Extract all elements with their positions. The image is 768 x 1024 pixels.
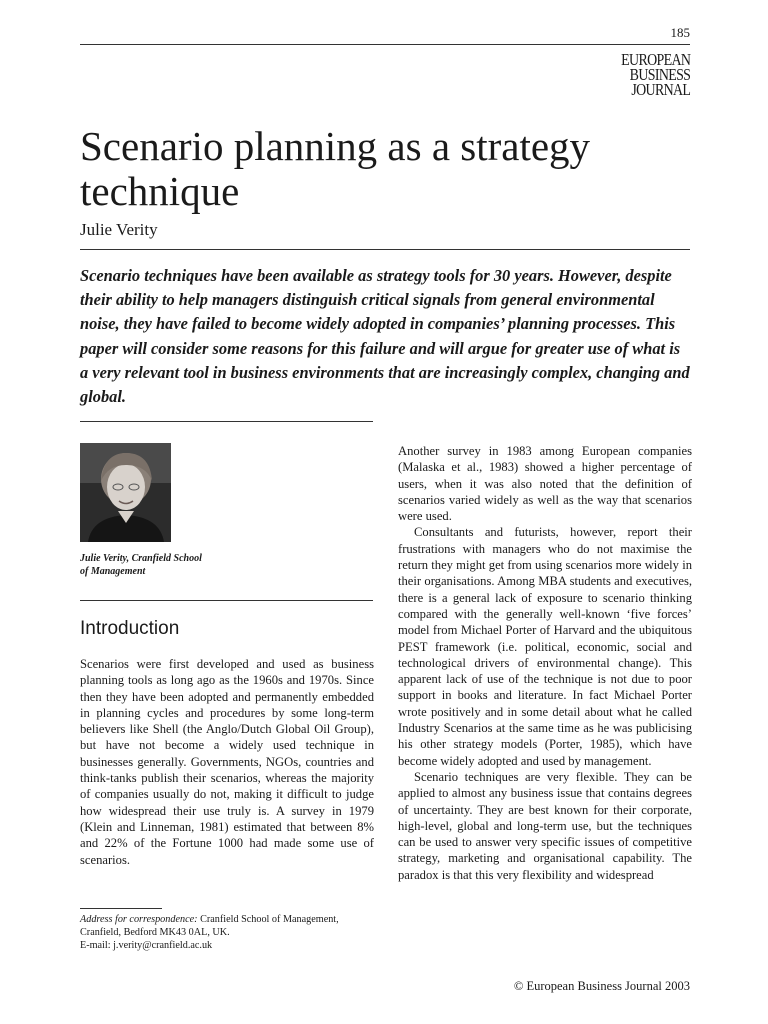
author-photo (80, 443, 171, 542)
body-paragraph: Scenario techniques are very flexible. They can be applied to almost any business issue that contains degrees of uncertainty. They are best known for their corporate, high-level, global and long-term use, but the techniques can be used to answer very specific issues of competitive strategy, marketing and organisational capability. The paradox is that this very flexibility and widespread (398, 769, 692, 882)
footnote-address: Cranfield School of Management, Cranfield, Bedford MK43 0AL, UK. (80, 914, 339, 938)
section-heading: Introduction (80, 618, 180, 639)
section-rule (80, 600, 373, 601)
title-rule (80, 249, 690, 250)
journal-logo-line: EUROPEAN (620, 50, 690, 69)
body-column-right (398, 443, 692, 883)
body-paragraph: Consultants and futurists, however, report their frustrations with managers who do not maximise the return they might get from using scenarios more widely in their organisations. Among MBA students and executives, there is a general lack of exposure to scenario thinking compared with the generally well-known ‘five forces’ model from Michael Porter of Harvard and the ubiquitous PEST framework (i.e. political, economic, social and technological drivers of environmental change). This apparent lack of use of the technique is not due to poor support in books and literature. In fact Michael Porter wrote positively and in some detail about what he called Industry Scenarios at the same time as he was publicising his other strategy models (Porter, 1985), which have become widely adopted and used by management. (398, 525, 692, 768)
journal-logo (621, 52, 690, 97)
abstract: Scenario techniques have been available as strategy tools for 30 years. However, despite their ability to help managers distinguish critical signals from general environmental noise, they have failed to become widely adopted in companies’ planning processes. This paper will consider some reasons for this failure and will argue for greater use of what is a very relevant tool in business environments that are increasingly complex, changing and global. (80, 266, 690, 407)
copyright-notice: © European Business Journal 2003 (513, 979, 690, 993)
author-portrait-icon (80, 443, 171, 542)
page-number: 185 (670, 25, 690, 40)
article-author: Julie Verity (80, 220, 158, 239)
footnote-rule (80, 908, 162, 909)
body-paragraph: Scenarios were first developed and used as business planning tools as long ago as the 1960s and 1970s. Since then they have been adopted and permanently embedded in planning cycles and procedures by some long-term believers like Shell (the Anglo/Dutch Global Oil Group), but have not become a widely used technique in businesses generally. Governments, NGOs, countries and think-tanks publish their scenarios, whereas the majority of companies usually do not, making it difficult to judge how widespread their use truly is. A survey in 1979 (Klein and Linneman, 1981) estimated that between 8% and 22% of the Fortune 1000 had made some use of scenarios. (80, 657, 374, 867)
article-title: Scenario planning as a strategy technique (80, 123, 591, 214)
footnote-email: E-mail: j.verity@cranfield.ac.uk (80, 940, 213, 951)
abstract-rule (80, 421, 373, 422)
footnote-label: Address for correspondence: (80, 914, 198, 925)
body-paragraph: Another survey in 1983 among European companies (Malaska et al., 1983) showed a higher percentage of users, when it was also noted that the definition of scenarios varied widely as well as the way that scenarios were used. (398, 444, 692, 524)
journal-logo-line: BUSINESS (629, 65, 690, 84)
body-column-left (80, 656, 374, 868)
correspondence-footnote (80, 913, 374, 952)
header-rule (80, 44, 690, 45)
journal-logo-line: JOURNAL (631, 80, 690, 99)
photo-caption: Julie Verity, Cranfield School of Management (80, 553, 202, 577)
